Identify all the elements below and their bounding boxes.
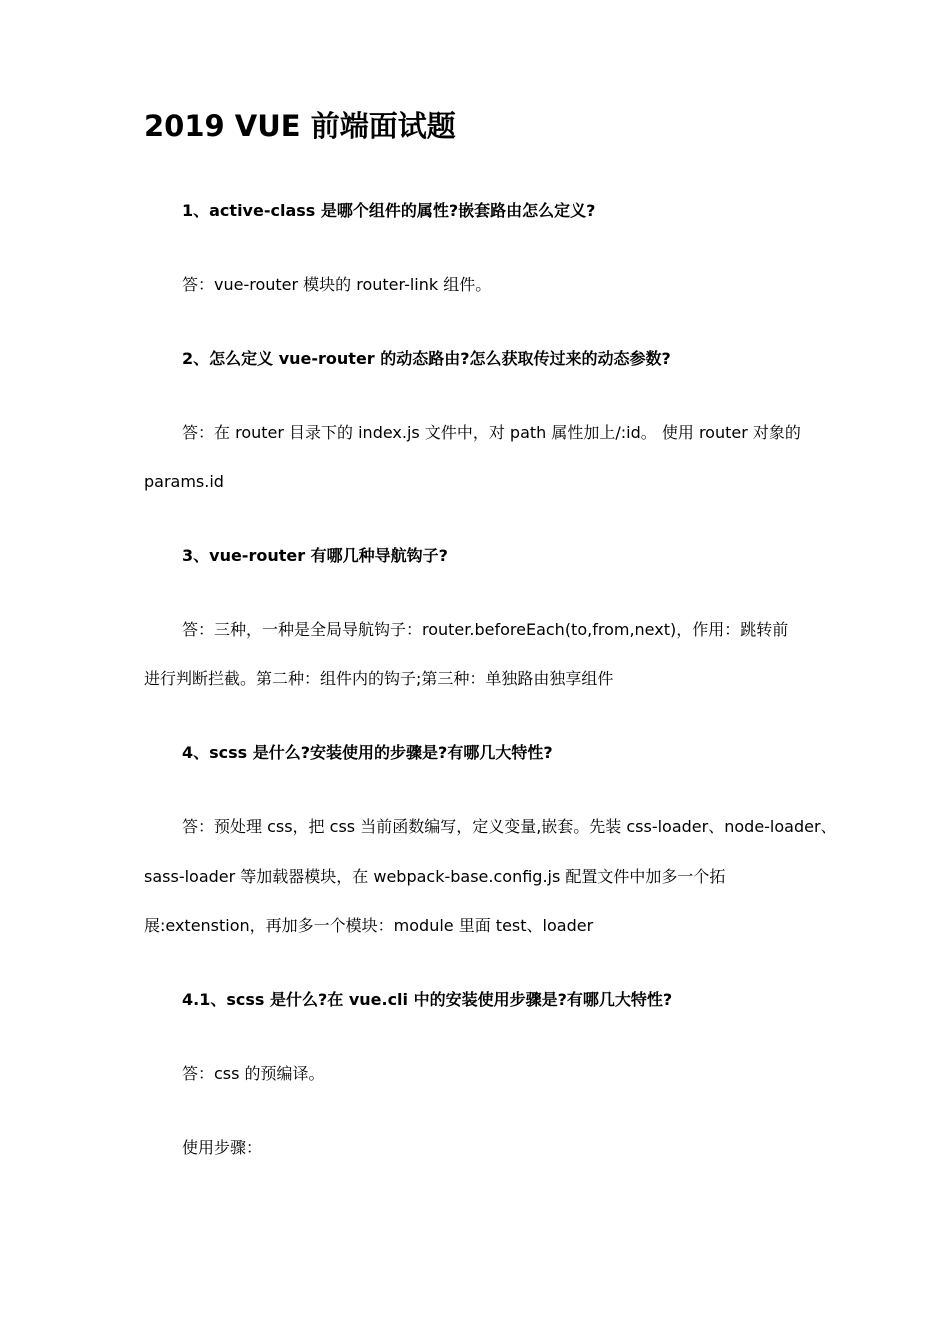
question-2: 2、怎么定义 vue-router 的动态路由?怎么获取传过来的动态参数? [182, 349, 671, 368]
answer-1: 答：vue-router 模块的 router-link 组件。 [182, 275, 492, 294]
usage-steps-label: 使用步骤： [182, 1138, 263, 1157]
question-4-1: 4.1、scss 是什么?在 vue.cli 中的安装使用步骤是?有哪几大特性? [182, 990, 673, 1009]
answer-4-line-3: 展:extenstion，再加多一个模块：module 里面 test、loader [144, 916, 594, 935]
question-1: 1、active-class 是哪个组件的属性?嵌套路由怎么定义? [182, 201, 596, 220]
page-title: 2019 VUE 前端面试题 [144, 109, 456, 143]
answer-2-line-2: params.id [144, 472, 224, 491]
answer-3-line-2: 进行判断拦截。第二种：组件内的钩子;第三种：单独路由独享组件 [144, 669, 614, 688]
answer-4-1: 答：css 的预编译。 [182, 1064, 325, 1083]
answer-4-line-2: sass-loader 等加载器模块，在 webpack-base.config.js 配置文件中加多一个拓 [144, 867, 726, 886]
question-3: 3、vue-router 有哪几种导航钩子? [182, 546, 448, 565]
answer-4-line-1: 答：预处理 css，把 css 当前函数编写，定义变量,嵌套。先装 css-loader、node-loader、 [182, 817, 837, 836]
answer-3-line-1: 答：三种，一种是全局导航钩子：router.beforeEach(to,from,next)，作用：跳转前 [182, 620, 789, 639]
question-4: 4、scss 是什么?安装使用的步骤是?有哪几大特性? [182, 743, 553, 762]
answer-2-line-1: 答：在 router 目录下的 index.js 文件中，对 path 属性加上/:id。 使用 router 对象的 [182, 423, 801, 442]
